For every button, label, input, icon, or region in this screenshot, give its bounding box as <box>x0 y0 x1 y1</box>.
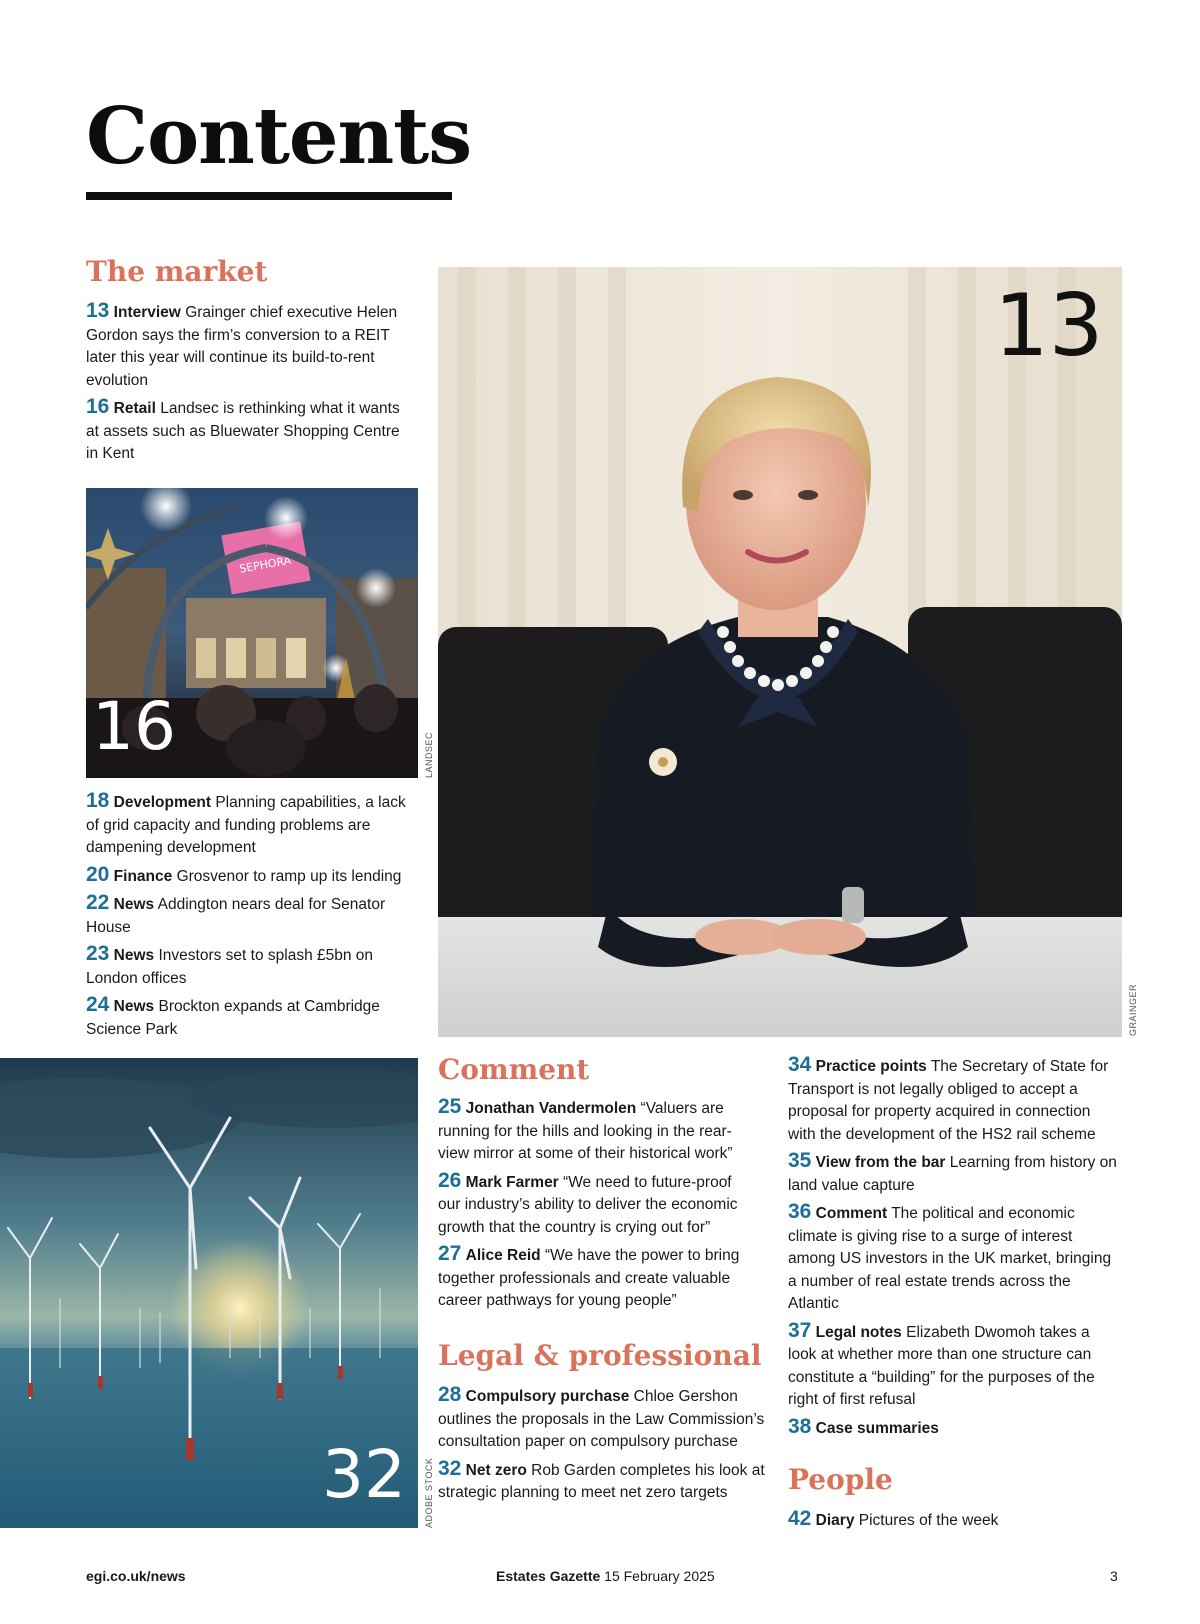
contents-entry[interactable] <box>438 1243 758 1313</box>
section-heading-comment: Comment <box>438 1053 590 1086</box>
entry-category: Jonathan Vandermolen <box>465 1100 637 1117</box>
right-column-entries <box>788 1054 1122 1444</box>
entry-description: The political and economic climate is giving rise to a surge of interest among US investors in the UK market, bringing a number of real estate trends across the Atlantic <box>788 1205 1112 1312</box>
entry-category: News <box>113 998 155 1015</box>
portrait-photo <box>438 267 1122 1037</box>
comment-entries <box>438 1096 758 1317</box>
entry-description: The Secretary of State for Transport is not legally obliged to accept a proposal for property acquired in connection with the development of the HS2 rail scheme <box>788 1058 1109 1143</box>
entry-description: “Valuers are running for the hills and looking in the rear-view mirror at some of their historical work” <box>438 1100 733 1162</box>
contents-entry[interactable] <box>86 864 420 889</box>
retail-photo-page-number: 16 <box>92 688 176 765</box>
contents-entry[interactable] <box>788 1416 1122 1441</box>
entry-page-number: 42 <box>788 1507 812 1530</box>
contents-entry[interactable] <box>438 1384 768 1454</box>
entry-description: Rob Garden completes his look at strategic planning to meet net zero targets <box>438 1461 765 1501</box>
entry-description: Landsec is rethinking what it wants at assets such as Bluewater Shopping Centre in Kent <box>86 400 400 462</box>
entry-category: News <box>113 896 155 913</box>
entry-description: Grainger chief executive Helen Gordon says the firm’s conversion to a REIT later this year will continue its build-to-rent evolution <box>86 304 398 389</box>
entry-description: Elizabeth Dwomoh takes a look at whether more than one structure can constitute a “building” for the purposes of the right of first refusal <box>788 1323 1095 1408</box>
entry-category: Practice points <box>815 1058 927 1075</box>
entry-page-number: 28 <box>438 1383 462 1406</box>
footer-date: 15 February 2025 <box>604 1568 715 1584</box>
entry-category: Retail <box>113 400 156 417</box>
entry-category: Comment <box>815 1205 888 1222</box>
footer-website-link[interactable]: egi.co.uk/news <box>86 1568 186 1584</box>
contents-entry[interactable] <box>788 1508 1118 1533</box>
contents-entry[interactable] <box>86 790 420 860</box>
entry-page-number: 16 <box>86 395 110 418</box>
contents-entry[interactable] <box>86 300 406 392</box>
entry-page-number: 23 <box>86 942 110 965</box>
entry-page-number: 36 <box>788 1200 812 1223</box>
page-title: Contents <box>86 91 472 182</box>
contents-entry[interactable] <box>788 1150 1122 1197</box>
entry-page-number: 35 <box>788 1149 812 1172</box>
entry-page-number: 26 <box>438 1168 462 1192</box>
entry-page-number: 13 <box>86 299 110 322</box>
entry-description: Chloe Gershon outlines the proposals in the Law Commission’s consultation paper on compulsory purchase <box>438 1388 765 1450</box>
windfarm-photo-page-number: 32 <box>322 1436 406 1513</box>
contents-entry[interactable] <box>86 892 420 939</box>
windfarm-photo-credit: ADOBE STOCK <box>424 1457 434 1528</box>
windfarm-photo <box>0 1058 418 1528</box>
entry-page-number: 38 <box>788 1414 812 1438</box>
contents-entry[interactable] <box>788 1054 1122 1146</box>
entry-category: Mark Farmer <box>465 1173 559 1191</box>
footer-publication-name: Estates Gazette <box>496 1568 601 1584</box>
market-entries-bottom <box>86 790 420 1045</box>
entry-description: Learning from history on land value capture <box>788 1154 1117 1194</box>
section-heading-people: People <box>788 1463 893 1496</box>
entry-category: Legal notes <box>815 1323 902 1341</box>
portrait-photo-image <box>438 267 1122 1037</box>
entry-page-number: 18 <box>86 789 110 812</box>
contents-entry[interactable] <box>86 396 406 466</box>
entry-description: Brockton expands at Cambridge Science Park <box>86 998 380 1038</box>
entry-page-number: 27 <box>438 1242 462 1265</box>
entry-category: Net zero <box>465 1461 527 1479</box>
title-underline <box>86 192 452 200</box>
contents-entry[interactable] <box>86 943 420 990</box>
entry-category: Diary <box>815 1512 855 1529</box>
entry-page-number: 32 <box>438 1456 462 1480</box>
contents-entry[interactable] <box>788 1320 1122 1412</box>
entry-category: View from the bar <box>815 1154 946 1171</box>
portrait-photo-page-number: 13 <box>994 276 1104 376</box>
entry-category: Development <box>113 794 212 811</box>
entry-category: Case summaries <box>815 1419 939 1437</box>
entry-description: “We need to future-proof our industry’s ability to deliver the economic growth that the country is crying out for” <box>438 1173 738 1236</box>
retail-photo-credit: LANDSEC <box>424 731 434 778</box>
market-entries-top <box>86 300 406 470</box>
entry-page-number: 22 <box>86 891 110 914</box>
entry-category: News <box>113 947 155 964</box>
entry-category: Interview <box>113 304 181 321</box>
entry-category: Alice Reid <box>465 1247 541 1264</box>
page-number: 3 <box>1110 1568 1118 1584</box>
legal-entries <box>438 1384 768 1509</box>
entry-description: Planning capabilities, a lack of grid capacity and funding problems are dampening development <box>86 794 406 856</box>
entry-page-number: 34 <box>788 1053 812 1076</box>
entry-description: Addington nears deal for Senator House <box>86 896 386 936</box>
contents-entry[interactable] <box>438 1458 768 1505</box>
entry-description: Grosvenor to ramp up its lending <box>176 867 402 885</box>
sephora-sign-text: SEPHORA <box>238 553 293 576</box>
entry-description: Investors set to splash £5bn on London offices <box>86 947 374 987</box>
entry-page-number: 25 <box>438 1095 462 1118</box>
entry-page-number: 37 <box>788 1318 812 1342</box>
contents-entry[interactable] <box>86 994 420 1041</box>
portrait-photo-credit: GRAINGER <box>1128 983 1138 1036</box>
people-entries <box>788 1508 1118 1537</box>
contents-entry[interactable] <box>788 1201 1122 1316</box>
contents-entry[interactable] <box>438 1096 758 1166</box>
entry-page-number: 24 <box>86 993 110 1016</box>
section-heading-legal: Legal & professional <box>438 1339 762 1372</box>
retail-photo <box>86 488 418 778</box>
section-heading-market: The market <box>86 255 268 288</box>
entry-category: Finance <box>113 867 173 885</box>
entry-page-number: 20 <box>86 862 110 886</box>
entry-description: Pictures of the week <box>858 1512 999 1529</box>
entry-description: “We have the power to bring together professionals and create valuable career pathways for young people” <box>438 1247 740 1309</box>
entry-category: Compulsory purchase <box>465 1388 630 1405</box>
contents-entry[interactable] <box>438 1170 758 1240</box>
footer-publication <box>496 1568 715 1584</box>
